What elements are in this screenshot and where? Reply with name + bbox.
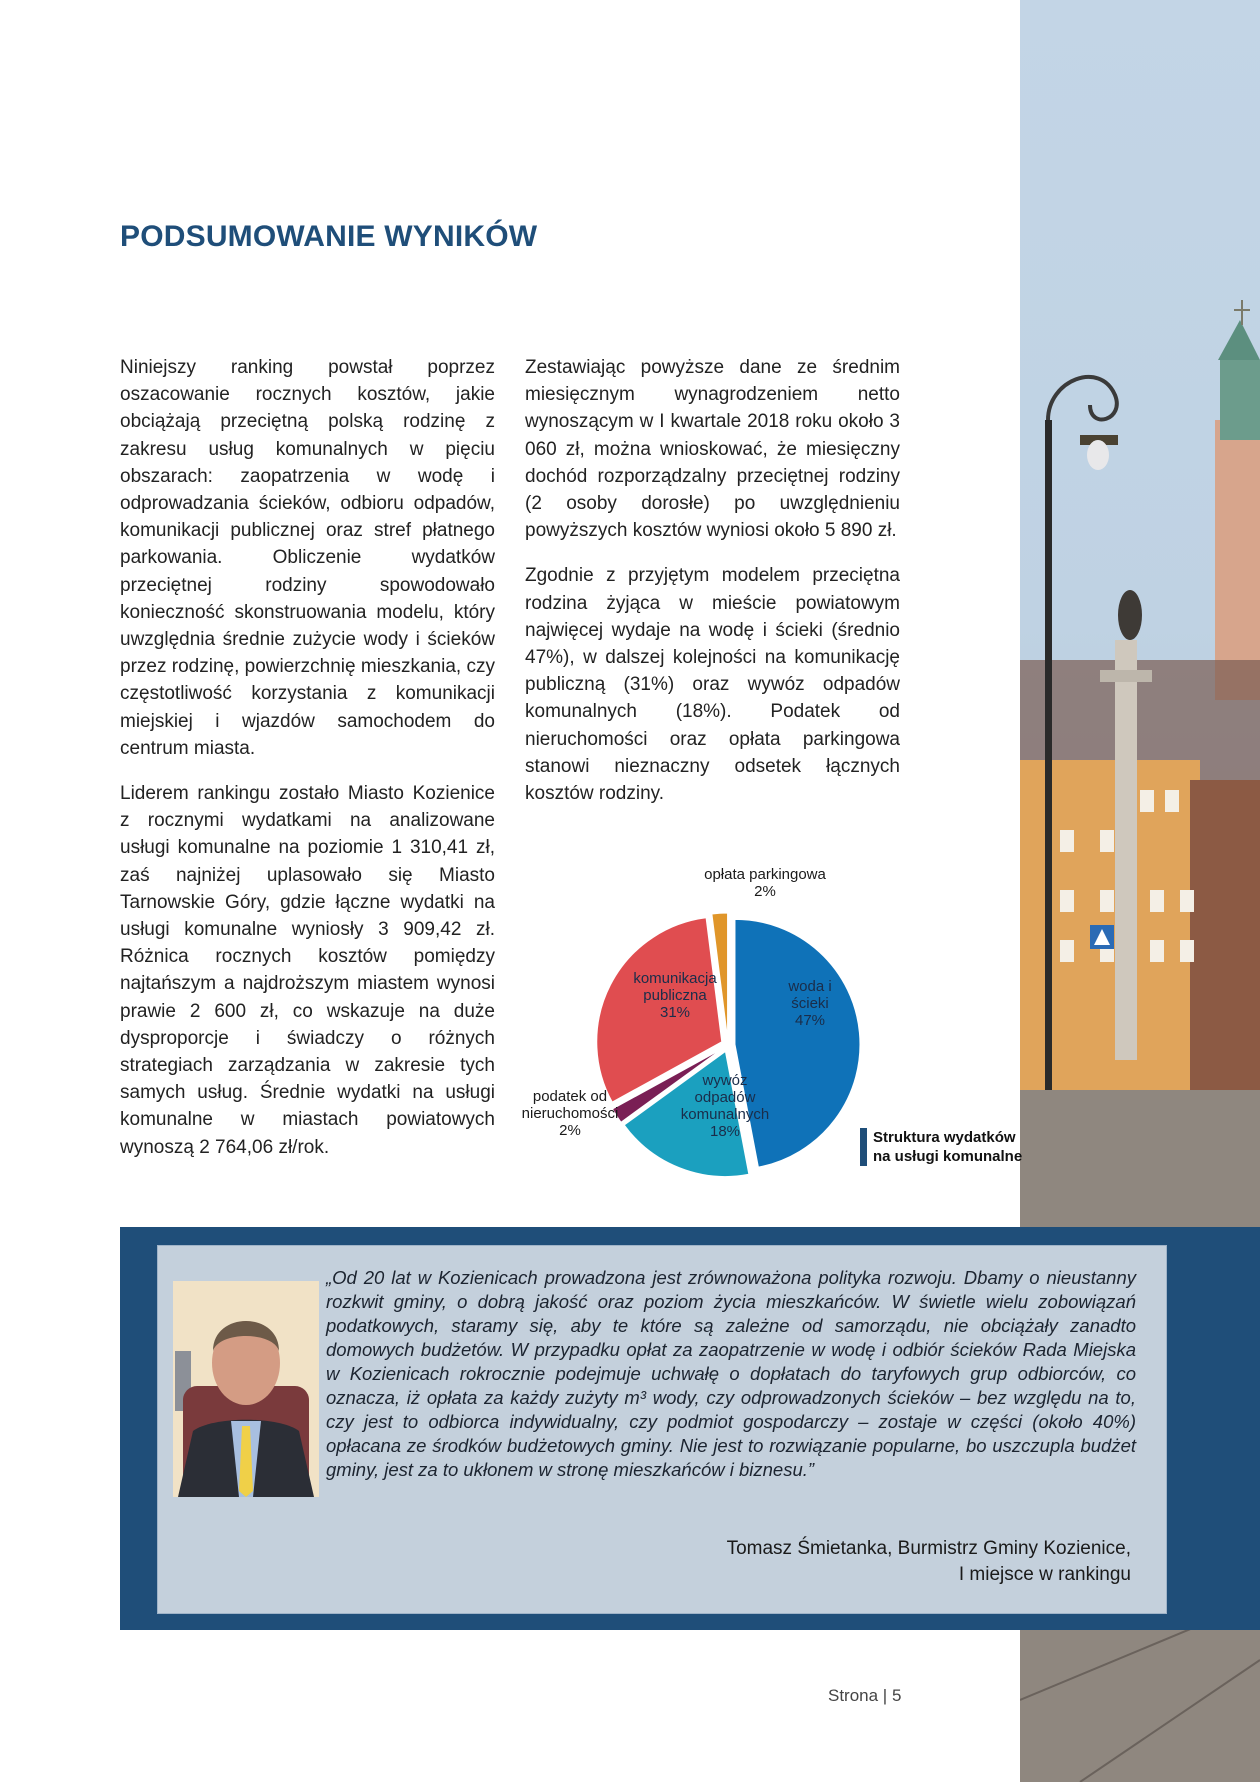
church-tower-shape	[1215, 300, 1260, 700]
label-komunikacja	[620, 970, 730, 1021]
paragraph-ranking-leader: Liderem rankingu zostało Miasto Kozienice z rocznymi wydatkami na analizowane usługi komunalne na poziomie 1 310,41 zł, zaś najniżej uplasowało się Miasto Tarnowskie Góry, gdzie łączne wydatki na usługi komunalne wyniosły 3 909,42 zł. Różnica rocznych kosztów pomiędzy najtańszym a najdroższym miastem wynosi prawie 2 600 zł, co wskazuje na duże dysproporcje i świadczy o różnych strategiach zarządzania w zakresie tych samych usług. Średnie wydatki na usługi komunalne w miastach powiatowych wynoszą 2 764,06 zł/rok.	[120, 783, 495, 1158]
label-podatek-value: 2%	[559, 1122, 581, 1139]
label-komunikacja-line2: publiczna	[643, 987, 707, 1004]
label-woda-line2: ścieki	[791, 995, 829, 1012]
label-wywoz-value: 18%	[709, 1123, 741, 1140]
label-oplata-name: opłata parkingowa	[704, 866, 826, 883]
label-oplata-parkingowa	[685, 866, 845, 900]
paragraph-methodology: Niniejszy ranking powstał poprzez oszacowanie rocznych kosztów, jakie obciążają przeciętną polską rodzinę z zakresu usług komunalnych w pięciu obszarach: zaopatrzenia w wodę i odprowadzania ścieków, odbioru odpadów, komunikacji publicznej oraz stref płatnego parkowania. Obliczenie wydatków przeciętnej rodziny spowodowało konieczność skonstruowania modelu, który uwzględnia średnie zużycie wody i ścieków przez rodzinę, powierzchnię mieszkania, czy częstotliwość korzystania z komunikacji miejskiej i wjazdów samochodem do centrum miasta.	[120, 357, 495, 759]
quote-text: „Od 20 lat w Kozienicach prowadzona jest zrównoważona polityka rozwoju. Dbamy o nieustanny rozkwit gminy, o dobrą jakość oraz poziom życia mieszkańców. W świetle wielu zobowiązań podatkowych, staramy się, aby te które są zależne od samorządu, nie obciążały zanadto domowych budżetów. W przypadku opłat za zaopatrzenie w wodę i odbiór ścieków Rada Miejska w Kozienicach rokrocznie podejmuje uchwałę o dopłatach do taryfowych grup odbiorców, co oznacza, iż opłata za każdy zużyty m³ wody, czy odprowadzonych ścieków – bez względu na to, czy jest to odbiorca indywidualny, czy podmiot gospodarczy – zostaje w części (około 40%) opłacana ze środków budżetowych gminy. Nie jest to rozwiązanie popularne, bo uszczupla budżet gminy, jest za to ukłonem w stronę mieszkańców i biznesu.”	[326, 1267, 1136, 1480]
label-podatek-line2: nieruchomości	[521, 1105, 619, 1122]
paragraph-income: Zestawiając powyższe dane ze średnim miesięcznym wynagrodzeniem netto wynoszącym w I kwartale 2018 roku około 3 060 zł, można wnioskować, że miesięczny dochód rozporządzalny przeciętnej rodziny (2 osoby dorosłe) po uwzględnieniu powyższych kosztów wyniosi około 5 890 zł.	[525, 357, 900, 542]
label-woda-line1: woda i	[788, 978, 832, 995]
page-title: PODSUMOWANIE WYNIKÓW	[120, 220, 538, 253]
quote-box	[157, 1245, 1167, 1614]
label-komunikacja-value: 31%	[659, 1004, 691, 1021]
label-wywoz-line1: wywóz	[702, 1072, 748, 1089]
label-komunikacja-line1: komunikacja	[633, 970, 717, 987]
label-wywoz	[670, 1072, 780, 1140]
chart-caption: Struktura wydatków na usługi komunalne	[860, 1128, 1033, 1166]
author-rank: I miejsce w rankingu	[958, 1564, 1131, 1585]
page-number: Strona | 5	[828, 1686, 902, 1705]
label-woda	[770, 978, 850, 1029]
label-podatek	[510, 1088, 630, 1139]
left-text-column	[120, 354, 495, 1179]
portrait-photo	[173, 1281, 319, 1497]
quote-author	[727, 1536, 1131, 1588]
right-text-column	[525, 354, 900, 825]
paragraph-cost-structure: Zgodnie z przyjętym modelem przeciętna rodzina żyjąca w mieście powiatowym najwięcej wydaje na wodę i ścieki (średnio 47%), w dalszej kolejności na komunikację publiczną (31%) oraz wywóz odpadów komunalnych (18%). Podatek od nieruchomości oraz opłata parkingowa stanowi nieznaczny odsetek łącznych kosztów rodziny.	[525, 565, 900, 805]
label-wywoz-line2: odpadów	[694, 1089, 756, 1106]
label-woda-value: 47%	[794, 1012, 826, 1029]
label-podatek-line1: podatek od	[532, 1088, 608, 1105]
label-oplata-value: 2%	[754, 883, 776, 900]
author-name-title: Tomasz Śmietanka, Burmistrz Gminy Kozienice,	[726, 1538, 1131, 1559]
label-wywoz-line3: komunalnych	[680, 1106, 770, 1123]
quote-band	[120, 1227, 1260, 1630]
